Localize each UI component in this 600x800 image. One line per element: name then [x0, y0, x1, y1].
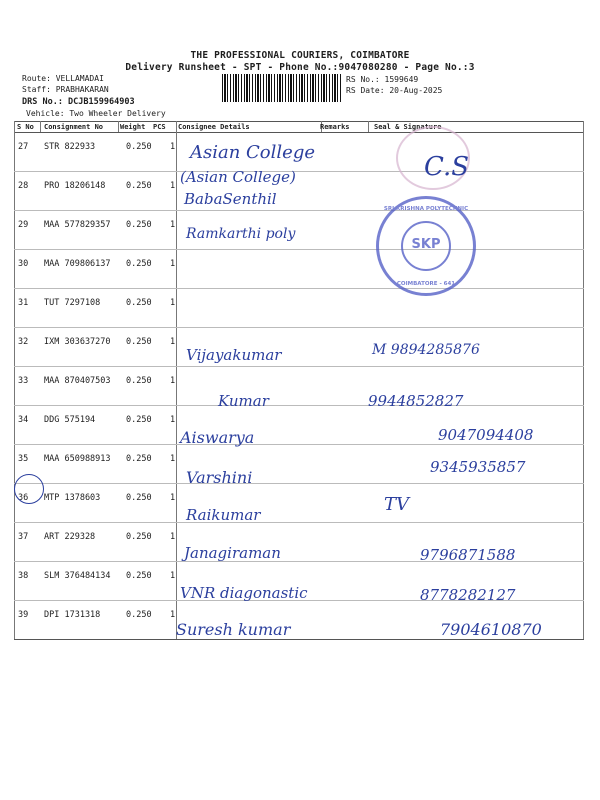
row-consignment: IXM 303637270 — [44, 337, 111, 347]
hand-consignee-27: Asian College — [190, 142, 315, 163]
signature-35: 9345935857 — [430, 458, 526, 476]
row-consignment: MTP 1378603 — [44, 493, 101, 503]
signature-39: 7904610870 — [440, 620, 542, 639]
col-seal: Seal & Signature — [374, 123, 442, 131]
row-weight: 0.250 — [126, 415, 152, 425]
hand-consignee-35: Varshini — [186, 468, 253, 487]
company-title: THE PROFESSIONAL COURIERS, COIMBATORE — [190, 50, 410, 61]
row-weight: 0.250 — [126, 259, 152, 269]
hand-consignee-36: Raikumar — [186, 506, 261, 524]
signature-28: C.S — [424, 152, 470, 182]
row-consignment: DPI 1731318 — [44, 610, 101, 620]
signature-38: 8778282127 — [420, 586, 516, 604]
hand-consignee-32: Vijayakumar — [186, 346, 282, 364]
row-consignment: MAA 709806137 — [44, 259, 111, 269]
row-pcs: 1 — [170, 298, 176, 308]
hand-consignee-39: Suresh kumar — [176, 620, 291, 639]
signature-37: 9796871588 — [420, 546, 516, 564]
signature-33: 9944852827 — [368, 392, 464, 410]
row-sno: 37 — [18, 532, 29, 542]
row-weight: 0.250 — [126, 181, 152, 191]
hand-consignee-37: Janagiraman — [184, 544, 281, 562]
row-sno: 38 — [18, 571, 29, 581]
circle-mark-36 — [14, 474, 44, 504]
drs-number: DRS No.: DCJB159964903 — [22, 97, 135, 107]
row-sno: 33 — [18, 376, 29, 386]
runsheet-subtitle: Delivery Runsheet - SPT - Phone No.:9047080280 - Page No.:3 — [125, 62, 475, 73]
col-pcs: PCS — [153, 123, 166, 131]
hand-consignee-33: Kumar — [218, 392, 269, 410]
row-weight: 0.250 — [126, 610, 152, 620]
row-weight: 0.250 — [126, 532, 152, 542]
row-sno: 28 — [18, 181, 29, 191]
signature-34: 9047094408 — [438, 426, 534, 444]
row-pcs: 1 — [170, 571, 176, 581]
row-weight: 0.250 — [126, 142, 152, 152]
row-pcs: 1 — [170, 610, 176, 620]
row-sno: 34 — [18, 415, 29, 425]
row-weight: 0.250 — [126, 571, 152, 581]
row-consignment: ART 229328 — [44, 532, 96, 542]
row-sno: 32 — [18, 337, 29, 347]
row-sno: 36 — [18, 493, 29, 503]
hand-consignee-34: Aiswarya — [180, 428, 255, 447]
row-consignment: MAA 577829357 — [44, 220, 111, 230]
row-consignment: MAA 870407503 — [44, 376, 111, 386]
row-consignment: TUT 7297108 — [44, 298, 101, 308]
row-consignment: PRO 18206148 — [44, 181, 106, 191]
row-weight: 0.250 — [126, 337, 152, 347]
row-consignment: SLM 376484134 — [44, 571, 111, 581]
row-weight: 0.250 — [126, 454, 152, 464]
row-pcs: 1 — [170, 220, 176, 230]
col-consignment: Consignment No — [44, 123, 104, 131]
row-pcs: 1 — [170, 259, 176, 269]
col-weight: Weight — [120, 123, 146, 131]
row-sno: 27 — [18, 142, 29, 152]
row-sno: 30 — [18, 259, 29, 269]
row-sno: 31 — [18, 298, 29, 308]
hand-consignee-38: VNR diagonastic — [180, 584, 308, 602]
rs-number: RS No.: 1599649 — [346, 75, 419, 84]
row-weight: 0.250 — [126, 493, 152, 503]
row-pcs: 1 — [170, 142, 176, 152]
row-sno: 29 — [18, 220, 29, 230]
row-sno: 35 — [18, 454, 29, 464]
row-pcs: 1 — [170, 493, 176, 503]
route: Route: VELLAMADAI — [22, 74, 104, 83]
rs-date: RS Date: 20-Aug-2025 — [346, 86, 443, 95]
col-remarks: Remarks — [320, 123, 350, 131]
row-pcs: 1 — [170, 454, 176, 464]
college-stamp: SRI KRISHNA POLYTECHNIC SKP COIMBATORE - 641 — [376, 196, 476, 296]
hand-consignee-28b: BabaSenthil — [184, 190, 277, 208]
row-weight: 0.250 — [126, 376, 152, 386]
row-pcs: 1 — [170, 376, 176, 386]
col-consignee: Consignee Details — [178, 123, 250, 131]
row-consignment: STR 822933 — [44, 142, 96, 152]
row-weight: 0.250 — [126, 298, 152, 308]
signature-36: TV — [384, 494, 410, 515]
col-sno: S No — [17, 123, 34, 131]
row-pcs: 1 — [170, 337, 176, 347]
hand-consignee-28a: (Asian College) — [180, 168, 296, 186]
row-pcs: 1 — [170, 181, 176, 191]
row-pcs: 1 — [170, 415, 176, 425]
row-consignment: MAA 650988913 — [44, 454, 111, 464]
row-consignment: DDG 575194 — [44, 415, 96, 425]
signature-32: M 9894285876 — [372, 342, 480, 358]
row-weight: 0.250 — [126, 220, 152, 230]
barcode — [222, 74, 342, 102]
row-sno: 39 — [18, 610, 29, 620]
hand-consignee-29: Ramkarthi poly — [186, 226, 296, 242]
staff: Staff: PRABHAKARAN — [22, 85, 109, 94]
row-pcs: 1 — [170, 532, 176, 542]
vehicle: Vehicle: Two Wheeler Delivery — [26, 109, 166, 118]
